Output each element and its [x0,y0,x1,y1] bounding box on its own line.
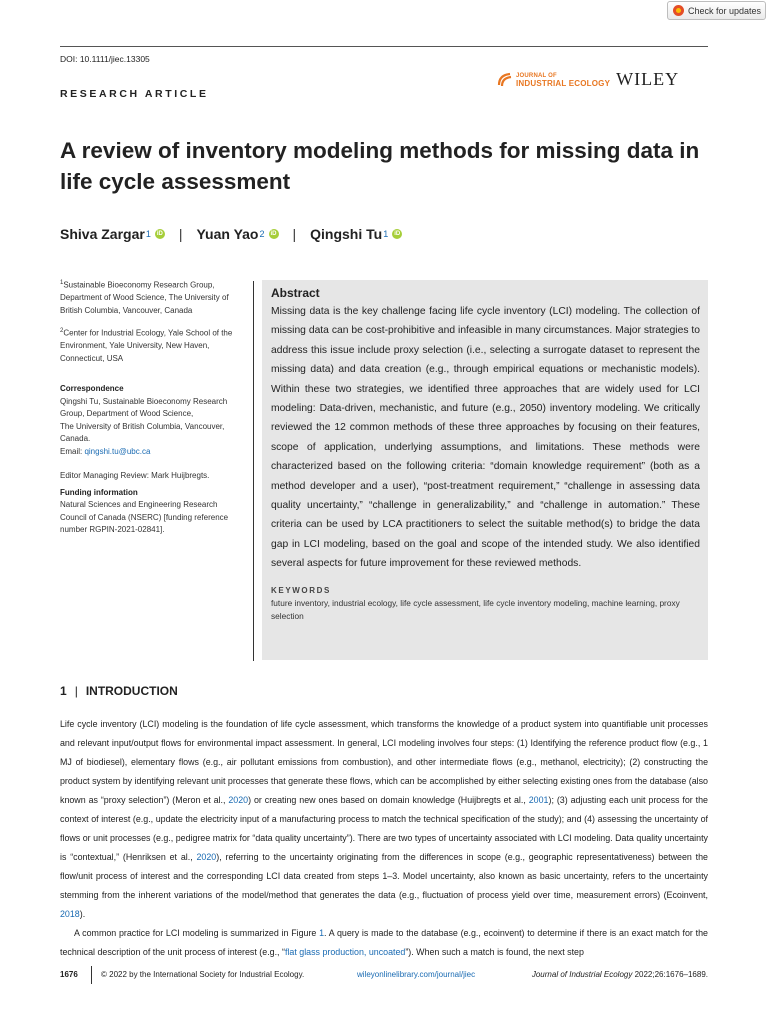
abstract-box [262,280,708,660]
keywords-heading: KEYWORDS [271,585,331,595]
citation-link[interactable]: 2018 [60,909,80,919]
author-list [60,226,402,242]
orcid-icon[interactable]: iD [394,231,401,237]
header-rule [60,46,708,47]
figure-link[interactable]: 1 [319,928,325,938]
publisher-logo [497,69,679,90]
orcid-icon[interactable]: iD [156,231,163,237]
journal-logo [497,72,610,88]
introduction-text [60,715,708,962]
section-heading: 1 | INTRODUCTION [60,684,178,698]
journal-logo-icon [497,72,513,88]
copyright: © 2022 by the International Society for Industrial Ecology. [101,970,305,979]
crossmark-icon [673,5,684,16]
paragraph: A common practice for LCI modeling is summarized in Figure 1. A query is made to the database (e.g., ecoinvent) to determine if there is an exact match for the technical description of the unit process of interest (e.g., “flat glass production, uncoated”). When such a match is found, the next step [60,928,708,957]
citation-link[interactable]: 2001 [528,795,549,805]
paragraph: Life cycle inventory (LCI) modeling is the foundation of life cycle assessment, which transforms the knowledge of a product system into quantifiable unit processes and relevant input/output flows for environmental impact assessment. In general, LCI modeling involves four steps: (1) Identifying the reference product flow (e.g., 1 MJ of biodiesel), elementary flows (e.g., air pollutant emissions from combustion), and other intermediate flows (e.g., methanol, electricity); (2) constructing the product system by identifying relevant unit processes that generate these flows, which can be accomplished by either selecting existing ones from the database (also known as “proxy selection”) (Meron et al., 2020) or creating new ones based on domain knowledge (Huijbregts et al., 2001); (3) adjusting each unit process for the context of interest (e.g., update the electricity input of a manufacturing process to match the technical specification of the study); and (4) assessing the uncertainty of flows or unit processes (e.g., pedigree matrix for “data quality uncertainty”). There are two types of uncertainty associated with LCI modeling. Data quality uncertainty is “contextual,” (Henriksen et al., 2020), referring to the uncertainty originating from the differences in scope (e.g., geographic representativeness) between the flow/unit process of interest and the corresponding LCI data created from steps 1–3. Model uncertainty, also known as basic uncertainty, refers to the uncertainty stemming from the inherent variations of the model/method that generates the data (e.g., fluctuation of process yield over time, measurement errors) (Ecoinvent, 2018). [60,719,708,919]
author-affiliation-mark[interactable]: 1 [383,229,389,239]
citation-link[interactable]: 2020 [228,795,249,805]
journal-logo-top: JOURNAL OF [516,72,557,79]
author-affiliation-mark[interactable]: 2 [259,229,265,239]
journal-citation: Journal of Industrial Ecology 2022;26:1676–1689. [531,970,708,979]
author-separator: | [178,226,183,242]
page-footer [60,970,708,984]
page-number: 1676 [60,970,78,979]
journal-logo-main: INDUSTRIAL ECOLOGY [516,78,611,88]
orcid-icon[interactable]: iD [270,231,277,237]
dataset-link[interactable]: flat glass production, uncoated [284,947,406,957]
journal-url-link[interactable]: wileyonlinelibrary.com/journal/jiec [357,970,476,979]
author-name[interactable]: Qingshi Tu [310,226,383,242]
affiliation-2: $^2$Center for Industrial Ecology, Yale School of the Environment, Yale University, New Haven, Connecticut, USA [60,328,233,363]
article-info-column [60,277,245,545]
email-link[interactable]: qingshi.tu@ubc.ca [84,446,151,456]
keywords: future inventory, industrial ecology, life cycle assessment, life cycle inventory modeling, machine learning, proxy selection [271,597,680,621]
affiliation-1: $^1$Sustainable Bioeconomy Research Group, Department of Wood Science, The University of British Columbia, Vancouver, Canada [60,280,229,315]
author-name[interactable]: Shiva Zargar [60,226,145,242]
citation-link[interactable]: 2020 [196,852,217,862]
column-divider [253,281,254,661]
funding-heading: Funding information [60,487,138,497]
funding-information: Funding information Natural Sciences and Engineering Research Council of Canada (NSERC) [funding reference number RGPIN-2021-02841]. [60,487,229,535]
correspondence: Correspondence Qingshi Tu, Sustainable Bioeconomy Research Group, Department of Wood Science, The University of British Columbia, Vancouver, Canada. Email: qingshi.tu@ubc.ca [60,384,228,456]
check-for-updates-button[interactable] [667,1,766,20]
abstract-text: Missing data is the key challenge facing life cycle inventory (LCI) modeling. The collection of missing data can be cost-prohibitive and infeasible in many circumstances. Major strategies to address this issue include proxy selection (i.e., selecting a surrogate dataset to represent the missing data) and data creation (e.g., through empirical equations or mechanistic models). Within these two strategies, we identified three approaches that are widely used for LCI modeling: Data-driven, mechanistic, and future (e.g., 2050) inventory modeling. We critically reviewed the 12 common methods of these three approaches by focusing on their features, scope of application, underlying assumptions, and limitations. These methods were characterized based on the following criteria: “domain knowledge requirement” (both as a method developer and a user), “post-treatment requirement,” “challenge in assessing data quality uncertainty,” “challenge in generalizability,” and “challenge in automation.” These criteria can be used by LCA practitioners to select the suitable method(s) to bridge the data gap in LCI modeling, based on the goal and scope of the intended study. We also identified several aspects for future improvement for these reviewed methods. [271,306,700,570]
author-separator: | [292,226,297,242]
correspondence-heading: Correspondence [60,384,124,394]
abstract-heading: Abstract [271,286,320,300]
article-title: A review of inventory modeling methods for missing data in life cycle assessment [60,138,700,194]
author-name[interactable]: Yuan Yao [196,226,259,242]
footer-divider [91,966,92,984]
doi: DOI: 10.1111/jiec.13305 [60,54,150,64]
author-affiliation-mark[interactable]: 1 [145,229,151,239]
editor-note: Editor Managing Review: Mark Huijbregts. [60,471,210,481]
wiley-logo: WILEY [616,69,680,89]
article-type: RESEARCH ARTICLE [60,88,209,100]
check-for-updates-label: Check for updates [688,5,762,16]
